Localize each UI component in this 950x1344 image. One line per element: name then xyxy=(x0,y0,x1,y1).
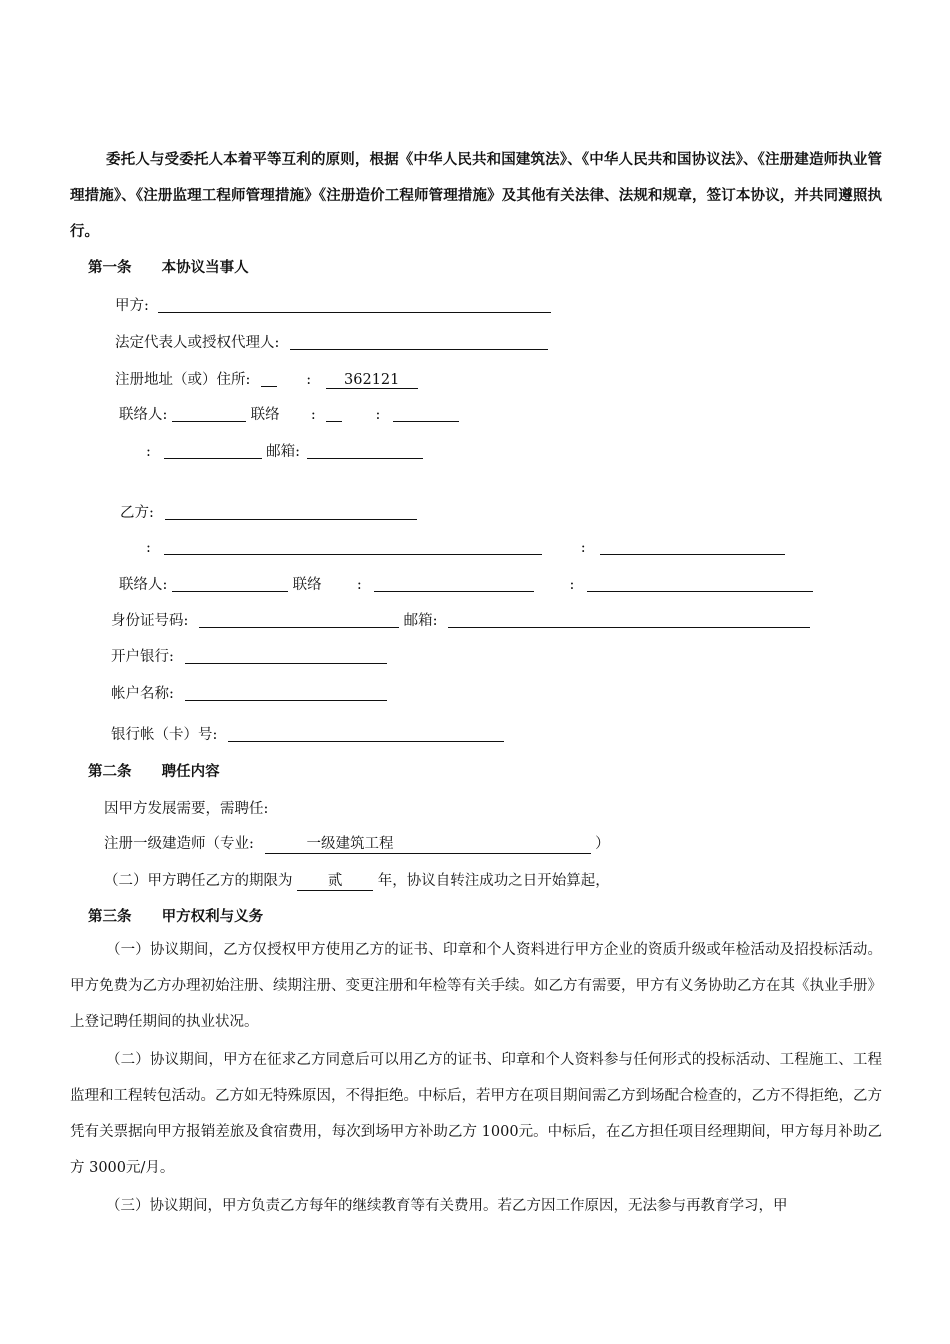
article1-heading xyxy=(88,256,249,277)
party-a-address-label: 注册地址（或）住所: xyxy=(115,372,251,388)
party-a-phone-blank[interactable] xyxy=(326,405,342,422)
article2-heading-text: 聘任内容 xyxy=(161,763,220,780)
party-b-address-row xyxy=(146,538,785,556)
party-b-account-name-label: 帐户名称: xyxy=(111,686,174,702)
party-a-email-row xyxy=(146,440,423,461)
party-b-bank-blank[interactable] xyxy=(185,647,387,664)
party-b-contact-blank[interactable] xyxy=(172,575,288,592)
party-b-account-no-row xyxy=(111,723,504,744)
party-b-row xyxy=(120,501,417,522)
party-a-rep-blank[interactable] xyxy=(290,333,548,350)
party-b-fax-blank[interactable] xyxy=(587,575,813,592)
party-a-email-blank[interactable] xyxy=(307,442,423,459)
article2-term-row xyxy=(104,869,610,891)
article2-heading xyxy=(88,760,220,781)
article2-role-prefix: 注册一级建造师（专业: xyxy=(104,836,254,852)
article2-title: 第二条 xyxy=(88,763,132,780)
party-a-fax-blank[interactable] xyxy=(393,405,459,422)
party-b-postcode-blank[interactable] xyxy=(600,538,785,555)
party-a-address-blank[interactable] xyxy=(261,370,277,387)
article3-clause2: （二）协议期间，甲方在征求乙方同意后可以用乙方的证书、印章和个人资料参与任何形式的投标活动、工程施工、工程监理和工程转包活动。乙方如无特殊原因，不得拒绝。中标后，若甲方在项目期间需乙方到场配合检查的，乙方不得拒绝，乙方凭有关票据向甲方报销差旅及食宿费用，每次到场甲方补助乙方 1000元。中标后，在乙方担任项目经理期间，甲方每月补助乙方 3000元/月。 xyxy=(70,1052,882,1176)
party-a-postcode: 362121 xyxy=(344,372,400,388)
party-a-postcode-field[interactable] xyxy=(326,372,418,389)
party-b-account-name-row xyxy=(111,682,387,703)
article2-term-field[interactable] xyxy=(297,869,373,891)
article3-heading xyxy=(88,905,263,926)
party-a-colon-3: : xyxy=(146,444,151,460)
party-b-id-label: 身份证号码: xyxy=(111,613,189,629)
article2-term-prefix: （二）甲方聘任乙方的期限为 xyxy=(104,873,293,889)
party-b-bank-label: 开户银行: xyxy=(111,649,174,665)
party-b-id-row xyxy=(111,609,810,630)
article3-clause1: （一）协议期间，乙方仅授权甲方使用乙方的证书、印章和个人资料进行甲方企业的资质升级或年检活动及招投标活动。甲方免费为乙方办理初始注册、续期注册、变更注册和年检等有关手续。如乙方有需要，甲方有义务协助乙方在其《执业手册》上登记聘任期间的执业状况。 xyxy=(70,942,882,1030)
party-b-contact-label: 联络人: xyxy=(119,577,168,593)
party-b-account-no-label: 银行帐（卡）号: xyxy=(111,727,218,743)
article3-title: 第三条 xyxy=(88,908,132,925)
party-b-colon-1: : xyxy=(146,540,151,556)
article2-reason: 因甲方发展需要，需聘任: xyxy=(104,801,269,817)
party-a-colon-1: : xyxy=(310,407,316,423)
party-a-blank[interactable] xyxy=(158,296,551,313)
party-b-blank[interactable] xyxy=(165,503,417,520)
article2-term-years: 贰 xyxy=(327,873,343,889)
party-a-address-row xyxy=(115,368,418,389)
article2-term-suffix: 年，协议自转注成功之日开始算起， xyxy=(377,873,610,889)
party-b-contact-phone-label: 联络 xyxy=(292,577,322,593)
party-a-rep-label: 法定代表人或授权代理人: xyxy=(115,335,280,351)
party-b-email-label: 邮箱: xyxy=(403,613,438,629)
party-a-email-label: 邮箱: xyxy=(266,444,300,460)
party-a-colon-2: : xyxy=(375,407,381,423)
party-a-contact-row xyxy=(119,403,459,424)
party-a-row xyxy=(115,294,551,315)
party-a-postcode-colon: : xyxy=(306,372,312,388)
party-b-account-no-blank[interactable] xyxy=(228,725,504,742)
article2-specialty: 一级建筑工程 xyxy=(306,836,394,852)
party-b-colon-2: : xyxy=(580,540,586,556)
party-b-phone-blank[interactable] xyxy=(374,575,534,592)
party-a-contact-phone-label: 联络 xyxy=(250,407,280,423)
party-b-label: 乙方: xyxy=(120,505,154,521)
party-b-email-blank[interactable] xyxy=(448,611,810,628)
party-b-colon-3: : xyxy=(356,577,362,593)
party-a-contact-blank[interactable] xyxy=(172,405,246,422)
article1-title: 第一条 xyxy=(88,259,132,276)
party-a-contact-label: 联络人: xyxy=(119,407,168,423)
article3-clause3: （三）协议期间，甲方负责乙方每年的继续教育等有关费用。若乙方因工作原因，无法参与再教育学习，甲 xyxy=(106,1198,788,1214)
party-a-rep-row xyxy=(115,331,548,352)
article2-role-row xyxy=(104,832,610,854)
article3-heading-text: 甲方权利与义务 xyxy=(161,908,264,925)
party-a-mobile-blank[interactable] xyxy=(164,442,262,459)
party-b-account-name-blank[interactable] xyxy=(185,684,387,701)
party-b-address-blank[interactable] xyxy=(164,538,542,555)
party-b-bank-row xyxy=(111,645,387,666)
party-b-colon-4: : xyxy=(569,577,575,593)
party-b-contact-row xyxy=(119,573,813,594)
intro-paragraph: 委托人与受委托人本着平等互利的原则，根据《中华人民共和国建筑法》、《中华人民共和国协议法》、《注册建造师执业管理措施》、《注册监理工程师管理措施》《注册造价工程师管理措施》及其他有关法律、法规和规章，签订本协议，并共同遵照执行。 xyxy=(70,151,882,240)
article1-heading-text: 本协议当事人 xyxy=(161,259,249,276)
article2-role-suffix: ） xyxy=(595,836,610,852)
article2-specialty-field[interactable] xyxy=(265,832,591,854)
party-b-id-blank[interactable] xyxy=(199,611,399,628)
party-a-label: 甲方: xyxy=(115,298,149,314)
